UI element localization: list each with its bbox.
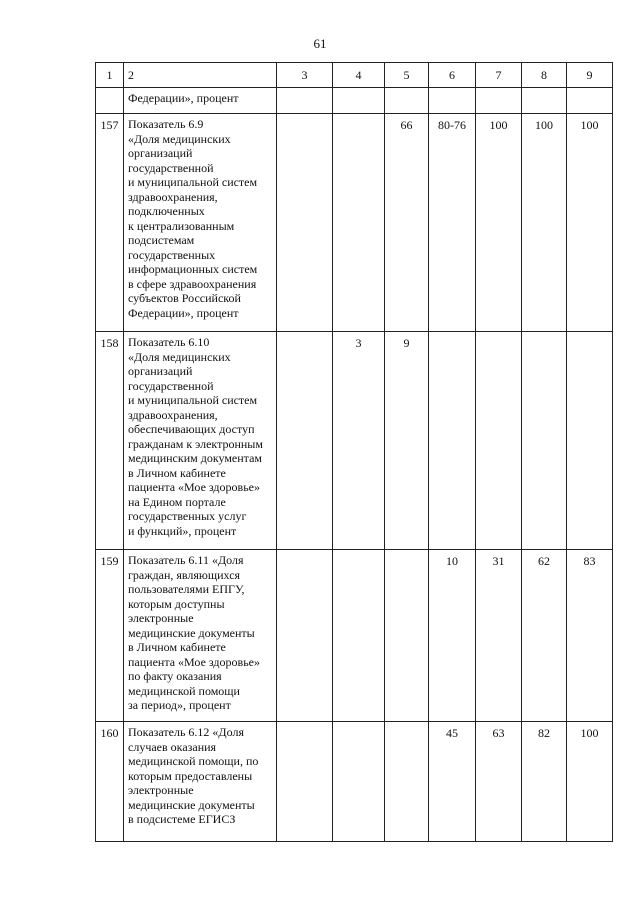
header-cell-1: 1 bbox=[96, 63, 124, 88]
value-col-8 bbox=[522, 332, 567, 550]
row-number: 157 bbox=[96, 114, 124, 332]
value-col-4 bbox=[333, 722, 385, 842]
value-col-6 bbox=[429, 88, 476, 114]
value-col-4 bbox=[333, 88, 385, 114]
value-col-3 bbox=[277, 88, 333, 114]
header-cell-4: 4 bbox=[333, 63, 385, 88]
value-col-7: 63 bbox=[476, 722, 522, 842]
indicator-description: Федерации», процент bbox=[124, 88, 277, 114]
value-col-9: 100 bbox=[567, 114, 613, 332]
value-col-8: 62 bbox=[522, 550, 567, 722]
value-col-7: 100 bbox=[476, 114, 522, 332]
header-cell-2: 2 bbox=[124, 63, 277, 88]
indicator-description: Показатель 6.10 «Доля медицинских организаций государственной и муниципальной систем здравоохранения, обеспечивающих доступ гражданам к электронным медицинским документам в Личном кабинете пациента «Мое здоровье» на Едином портале государственных услуг и функций», процент bbox=[124, 332, 277, 550]
value-col-3 bbox=[277, 550, 333, 722]
row-number: 158 bbox=[96, 332, 124, 550]
value-col-6: 80-76 bbox=[429, 114, 476, 332]
value-col-8: 100 bbox=[522, 114, 567, 332]
table-row bbox=[96, 88, 613, 114]
value-col-5: 9 bbox=[385, 332, 429, 550]
row-number bbox=[96, 88, 124, 114]
header-cell-3: 3 bbox=[277, 63, 333, 88]
table-row bbox=[96, 332, 613, 550]
value-col-8: 82 bbox=[522, 722, 567, 842]
row-number: 160 bbox=[96, 722, 124, 842]
value-col-9 bbox=[567, 332, 613, 550]
value-col-3 bbox=[277, 722, 333, 842]
table-row bbox=[96, 722, 613, 842]
value-col-6: 10 bbox=[429, 550, 476, 722]
header-cell-6: 6 bbox=[429, 63, 476, 88]
value-col-9 bbox=[567, 88, 613, 114]
value-col-9: 83 bbox=[567, 550, 613, 722]
value-col-7 bbox=[476, 88, 522, 114]
header-cell-7: 7 bbox=[476, 63, 522, 88]
value-col-9: 100 bbox=[567, 722, 613, 842]
indicator-description: Показатель 6.11 «Доля граждан, являющихся пользователями ЕПГУ, которым доступны электронные медицинские документы в Личном кабинете пациента «Мое здоровье» по факту оказания медицинской помощи за период», процент bbox=[124, 550, 277, 722]
table-header-row bbox=[96, 63, 613, 88]
value-col-4 bbox=[333, 550, 385, 722]
row-number: 159 bbox=[96, 550, 124, 722]
indicator-description: Показатель 6.9 «Доля медицинских организаций государственной и муниципальной систем здравоохранения, подключенных к централизованным подсистемам государственных информационных систем в сфере здравоохранения субъектов Российской Федерации», процент bbox=[124, 114, 277, 332]
value-col-5 bbox=[385, 722, 429, 842]
header-cell-9: 9 bbox=[567, 63, 613, 88]
value-col-3 bbox=[277, 332, 333, 550]
page-number: 61 bbox=[313, 36, 327, 51]
table-row bbox=[96, 114, 613, 332]
value-col-5 bbox=[385, 88, 429, 114]
value-col-5 bbox=[385, 550, 429, 722]
value-col-4: 3 bbox=[333, 332, 385, 550]
header-cell-8: 8 bbox=[522, 63, 567, 88]
indicator-description: Показатель 6.12 «Доля случаев оказания медицинской помощи, по которым предоставлены электронные медицинские документы в подсистеме ЕГИСЗ bbox=[124, 722, 277, 842]
table-row bbox=[96, 550, 613, 722]
header-cell-5: 5 bbox=[385, 63, 429, 88]
value-col-4 bbox=[333, 114, 385, 332]
value-col-6 bbox=[429, 332, 476, 550]
indicator-table bbox=[95, 62, 613, 842]
value-col-5: 66 bbox=[385, 114, 429, 332]
value-col-8 bbox=[522, 88, 567, 114]
value-col-3 bbox=[277, 114, 333, 332]
value-col-7: 31 bbox=[476, 550, 522, 722]
value-col-6: 45 bbox=[429, 722, 476, 842]
value-col-7 bbox=[476, 332, 522, 550]
